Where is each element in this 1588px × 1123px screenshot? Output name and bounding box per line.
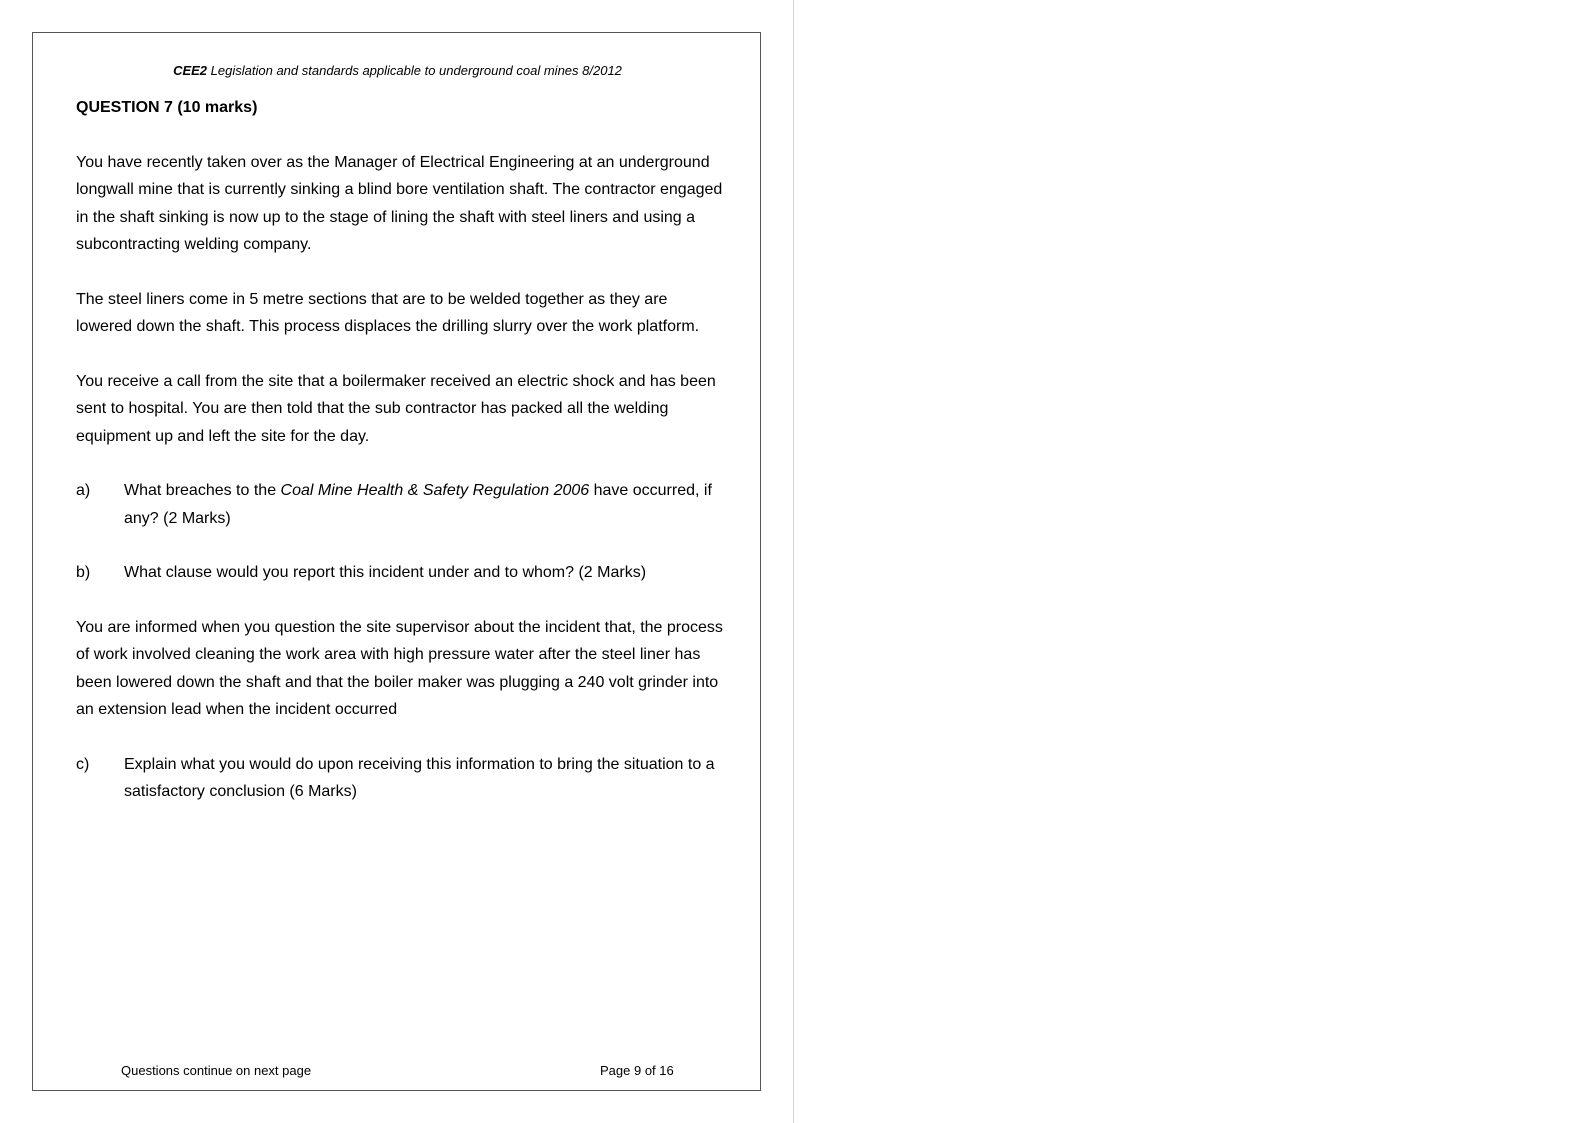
page-number: Page 9 of 16 bbox=[600, 1063, 674, 1078]
course-title: Legislation and standards applicable to underground coal mines 8/2012 bbox=[210, 63, 622, 78]
regulation-title: Coal Mine Health & Safety Regulation 2006 bbox=[280, 482, 590, 499]
sub-question-c-label: c) bbox=[76, 755, 90, 773]
footer-continue-note: Questions continue on next page bbox=[121, 1063, 312, 1078]
sub-question-a bbox=[76, 477, 726, 532]
sub-question-c bbox=[76, 751, 726, 806]
sub-question-b-label: b) bbox=[76, 564, 91, 581]
course-code: CEE2 bbox=[173, 63, 208, 78]
paragraph-1: You have recently taken over as the Manager of Electrical Engineering at an underground longwall mine that is currently sinking a blind bore ventilation shaft. The contractor engaged in the shaft sinking is now up to the stage of lining the shaft with steel liners and using a subcontracting welding company. bbox=[76, 153, 723, 253]
paragraph-2: The steel liners come in 5 metre sections that are to be welded together as they are lowered down the shaft. This process displaces the drilling slurry over the work platform. bbox=[76, 290, 700, 335]
sub-question-c-text: Explain what you would do upon receiving this information to bring the situation to a satisfactory conclusion (6 Marks) bbox=[124, 755, 715, 800]
sub-question-a-text-start: What breaches to the bbox=[124, 482, 281, 499]
page-divider bbox=[793, 0, 794, 1123]
sub-question-b bbox=[76, 559, 726, 587]
paragraph-4: You are informed when you question the site supervisor about the incident that, the process of work involved cleaning the work area with high pressure water after the steel liner has been lowered down the shaft and that the boiler maker was plugging a 240 volt grinder into an extension lead when the incident occurred bbox=[76, 618, 723, 718]
document-page bbox=[32, 32, 761, 1091]
sub-question-b-text: What clause would you report this incident under and to whom? (2 Marks) bbox=[124, 564, 647, 581]
sub-question-a-label: a) bbox=[76, 482, 91, 499]
paragraph-3: You receive a call from the site that a boilermaker received an electric shock and has been sent to hospital. You are then told that the sub contractor has packed all the welding equipment up and left the site for the day. bbox=[76, 372, 716, 445]
sub-question-a-text bbox=[124, 477, 726, 532]
sub-question-a-text-end: have occurred, if any? (2 Marks) bbox=[124, 482, 712, 527]
page-header bbox=[33, 63, 762, 78]
question-title: QUESTION 7 (10 marks) bbox=[76, 99, 258, 116]
page-content bbox=[76, 94, 726, 833]
